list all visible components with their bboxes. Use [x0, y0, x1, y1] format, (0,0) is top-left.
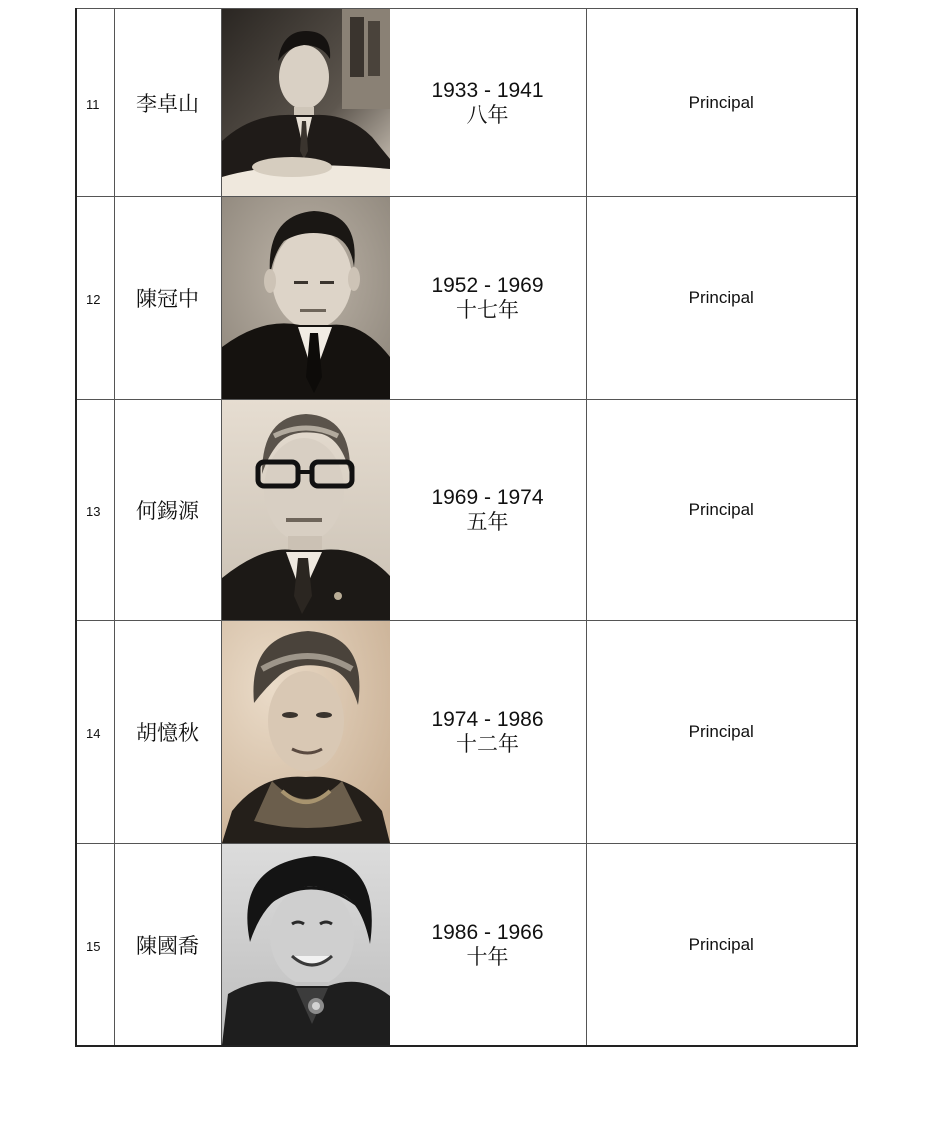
principal-name: 陳國喬: [114, 844, 221, 1047]
row-index: 11: [86, 96, 100, 112]
principal-photo: [221, 621, 389, 844]
row-index-cell: [76, 197, 114, 400]
principal-name: 李卓山: [114, 9, 221, 197]
table-row: [76, 844, 857, 1047]
role-label: Principal: [586, 844, 857, 1047]
principal-name: 何錫源: [114, 400, 221, 621]
row-index: 15: [86, 938, 101, 954]
term-length: 十七年: [456, 298, 519, 322]
role-label: Principal: [586, 621, 857, 844]
term-years: 1986 - 1966: [431, 920, 544, 944]
row-index-cell: [76, 844, 114, 1047]
principal-photo: [221, 197, 389, 400]
term-cell: [389, 400, 586, 621]
principal-photo: [221, 9, 389, 197]
table-row: [76, 621, 857, 844]
row-index: 12: [86, 292, 101, 307]
table-row: [76, 197, 857, 400]
principal-photo: [221, 844, 389, 1047]
term-cell: [389, 621, 586, 844]
row-index-cell: [76, 400, 114, 621]
role-label: Principal: [586, 197, 857, 400]
portrait-image: [222, 400, 390, 620]
term-cell: [389, 9, 586, 197]
principal-photo: [221, 400, 389, 621]
principal-name: 陳冠中: [114, 197, 221, 400]
portrait-image: [222, 9, 390, 196]
table-row: [76, 400, 857, 621]
role-label: Principal: [586, 9, 857, 197]
term-years: 1933 - 1941: [431, 78, 544, 102]
term-years: 1974 - 1986: [431, 708, 544, 731]
row-index: 14: [86, 726, 101, 741]
term-cell: [389, 844, 586, 1047]
row-index-cell: [76, 621, 114, 844]
portrait-image: [222, 844, 390, 1045]
term-years: 1969 - 1974: [431, 486, 544, 509]
row-index: 13: [86, 504, 101, 519]
term-length: 十二年: [456, 732, 519, 756]
portrait-image: [222, 197, 390, 399]
row-index-cell: [76, 9, 114, 197]
term-cell: [389, 197, 586, 400]
term-length: 八年: [466, 102, 509, 127]
term-length: 十年: [466, 944, 509, 969]
role-label: Principal: [586, 400, 857, 621]
table-row: [76, 9, 857, 197]
principal-name: 胡憶秋: [114, 621, 221, 844]
principals-table: [75, 8, 858, 1047]
term-length: 五年: [466, 510, 509, 534]
term-years: 1952 - 1969: [431, 274, 544, 297]
portrait-image: [222, 621, 390, 843]
